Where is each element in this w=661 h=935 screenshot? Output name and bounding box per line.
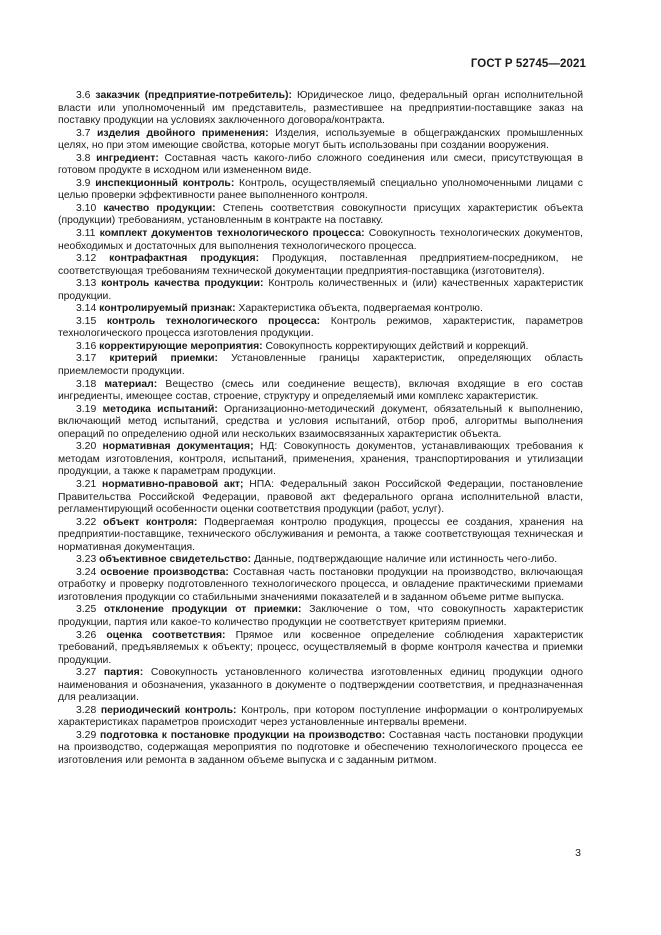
entry-term: контроль качества продукции:	[101, 278, 264, 290]
entry-term: комплект документов технологического процесса:	[99, 228, 365, 240]
definition-entry	[58, 341, 583, 354]
entry-number: 3.11	[76, 228, 96, 240]
entry-term: контролируемый признак:	[99, 303, 236, 315]
entry-term: объективное свидетельство:	[99, 554, 252, 566]
entry-text: НД: Совокупность документов, устанавливающих требования к методам изготовления, контроля, испытаний, применения, хранения, транспортирования и утилизации продукции, а также к параметрам продукции.	[58, 441, 583, 478]
definition-entry	[58, 316, 583, 341]
entry-text: Продукция, поставленная предприятием-посредником, не соответствующая требованиям технической документации предприятия-поставщика (изготовителя).	[58, 253, 583, 277]
entry-number: 3.17	[76, 353, 97, 365]
definition-entry	[58, 567, 583, 605]
entry-text: Степень соответствия совокупности присущих характеристик объекта (продукции) требованиям, установленным в контракте на поставку.	[58, 202, 584, 227]
entry-number: 3.16	[76, 340, 97, 352]
entry-text: Совокупность корректирующих действий и коррекций.	[265, 340, 529, 352]
entry-term: контрафактная продукция:	[109, 253, 260, 265]
entry-number: 3.19	[76, 403, 97, 415]
entry-text: Совокупность технологических документов, необходимых и достаточных для выполнения технологического процесса.	[58, 228, 583, 252]
definition-entry	[58, 705, 583, 730]
definition-entry	[58, 228, 583, 253]
entry-number: 3.8	[76, 152, 91, 164]
entry-term: критерий приемки:	[109, 353, 218, 365]
definition-entry	[58, 667, 583, 705]
entry-text: Установленные границы характеристик, определяющих область приемлемости продукции.	[58, 353, 584, 378]
entry-number: 3.21	[76, 478, 97, 490]
entry-text: Контроль, осуществляемый специально уполномоченными лицами с целью проверки эффективности ранее выполненного контроля.	[58, 177, 583, 202]
entry-term: нормативная документация;	[102, 441, 254, 453]
entry-number: 3.12	[76, 253, 97, 265]
definition-entry	[58, 479, 583, 517]
entry-term: изделия двойного применения:	[97, 127, 269, 139]
entry-number: 3.7	[76, 127, 91, 139]
entry-term: партия:	[103, 667, 144, 679]
entry-number: 3.20	[76, 441, 97, 453]
definition-entry	[58, 353, 583, 378]
entry-term: нормативно-правовой акт;	[102, 478, 244, 490]
entry-number: 3.28	[76, 704, 97, 716]
entry-text: Заключение о том, что совокупность характеристик продукции, партия или какое-то количество продукции не соответствует критериям приемки.	[58, 604, 584, 628]
entry-number: 3.9	[76, 177, 91, 189]
definition-entry	[58, 604, 583, 629]
entry-number: 3.10	[76, 202, 97, 214]
definition-entry	[58, 178, 583, 203]
entry-number: 3.14	[76, 303, 97, 315]
definition-entry	[58, 554, 583, 567]
entry-text: Контроль режимов, характеристик, параметров технологического процесса изготовления продукции.	[58, 315, 584, 340]
document-header: ГОСТ Р 52745—2021	[470, 58, 586, 70]
entry-number: 3.13	[76, 278, 97, 290]
entry-text: Подвергаемая контролю продукция, процессы ее создания, хранения на предприятии-поставщике, технического обслуживания и ремонта, а также соответствующая техническая и нормативная документация.	[58, 516, 583, 553]
entry-text: Организационно-методический документ, обязательный к выполнению, включающий метод испытаний, средства и условия испытаний, отбор проб, алгоритмы выполнения операций по определению одной или нескольких взаимосвязанных характеристик объекта.	[58, 403, 583, 440]
entry-number: 3.29	[76, 729, 97, 741]
entry-term: отклонение продукции от приемки:	[104, 604, 302, 616]
definition-entry	[58, 303, 583, 316]
entry-number: 3.26	[76, 629, 97, 641]
page-number: 3	[575, 847, 581, 859]
entry-term: методика испытаний:	[102, 403, 218, 415]
entry-text: Прямое или косвенное определение соблюдения характеристик требований, предъявляемых к объекту; процесс, осуществляемый в форме контроля качества и приемки продукции.	[58, 629, 583, 666]
entry-term: материал:	[104, 378, 158, 390]
entry-text: Данные, подтверждающие наличие или истинность чего-либо.	[253, 554, 558, 566]
definition-entry	[58, 404, 583, 442]
definition-entry	[58, 517, 583, 555]
definition-entry	[58, 630, 583, 668]
entry-text: Характеристика объекта, подвергаемая контролю.	[238, 303, 483, 315]
entry-text: Изделия, используемые в общегражданских промышленных целях, но при этом имеющие свойства, которые могут быть использованы при создании вооружения.	[58, 127, 583, 152]
entry-number: 3.23	[76, 554, 97, 566]
entry-term: периодический контроль:	[100, 704, 237, 716]
definitions-list	[58, 90, 583, 768]
entry-number: 3.27	[76, 667, 97, 679]
definition-entry	[58, 730, 583, 768]
entry-term: заказчик (предприятие-потребитель):	[95, 90, 292, 101]
entry-term: освоение производства:	[100, 566, 229, 578]
definition-entry	[58, 153, 583, 178]
entry-number: 3.25	[76, 604, 97, 616]
entry-text: Составная часть какого-либо сложного соединения или смеси, присутствующая в готовом продукте в исходном или измененном виде.	[58, 152, 584, 177]
entry-text: Контроль, при котором поступление информации о контролируемых характеристиках параметров происходит через установленные интервалы времени.	[58, 704, 583, 729]
entry-text: Совокупность установленного количества изготовленных единиц продукции одного наименования и обозначения, указанного в документе о подтверждении соответствия, и предназначенная для реализации.	[58, 667, 584, 704]
entry-text: Контроль количественных и (или) качественных характеристик продукции.	[58, 278, 583, 302]
definition-entry	[58, 90, 583, 128]
definition-entry	[58, 203, 583, 228]
entry-term: оценка соответствия:	[106, 629, 226, 641]
entry-text: Составная часть постановки продукции на производство, включающая отработку и проверку подготовленного технологического процесса, и овладение практическими приемами изготовления продукции со стабильными значениями показателей и в заданном объеме ритме выпуска.	[58, 566, 584, 603]
entry-term: контроль технологического процесса:	[106, 315, 321, 327]
entry-text: Вещество (смесь или соединение веществ), включая входящие в его состав ингредиенты, имеющее состав, строение, структуру и определяемый ими комплекс характеристик.	[58, 378, 583, 403]
entry-text: НПА: Федеральный закон Российской Федерации, постановление Правительства Российской Федерации, правовой акт федерального органа исполнительной власти, регламентирующий особенности оценки соответствия продукции (работ, услуг).	[58, 478, 584, 516]
entry-number: 3.15	[76, 315, 97, 327]
entry-number: 3.22	[76, 516, 97, 528]
entry-term: корректирующие мероприятия:	[99, 340, 263, 352]
entry-term: подготовка к постановке продукции на производство:	[99, 729, 386, 741]
definition-entry	[58, 278, 583, 303]
entry-number: 3.6	[76, 90, 91, 101]
entry-term: объект контроля:	[103, 516, 198, 528]
entry-term: ингредиент:	[96, 152, 159, 164]
entry-text: Составная часть постановки продукции на производство, содержащая мероприятия по подготовке и обеспечению технологического процесса ее изготовления или ремонта в заданном объеме выпуска и с заданным ритмом.	[58, 729, 584, 766]
entry-term: качество продукции:	[103, 202, 216, 214]
entry-text: Юридическое лицо, федеральный орган исполнительной власти или уполномоченный им представитель, разместившее на предприятии-поставщике заказ на поставку продукции на условиях заключенного договора/контракта.	[58, 90, 583, 127]
definition-entry	[58, 379, 583, 404]
entry-number: 3.18	[76, 378, 97, 390]
definition-entry	[58, 128, 583, 153]
entry-term: инспекционный контроль:	[95, 177, 235, 189]
definition-entry	[58, 441, 583, 479]
definition-entry	[58, 253, 583, 278]
entry-number: 3.24	[76, 566, 97, 578]
